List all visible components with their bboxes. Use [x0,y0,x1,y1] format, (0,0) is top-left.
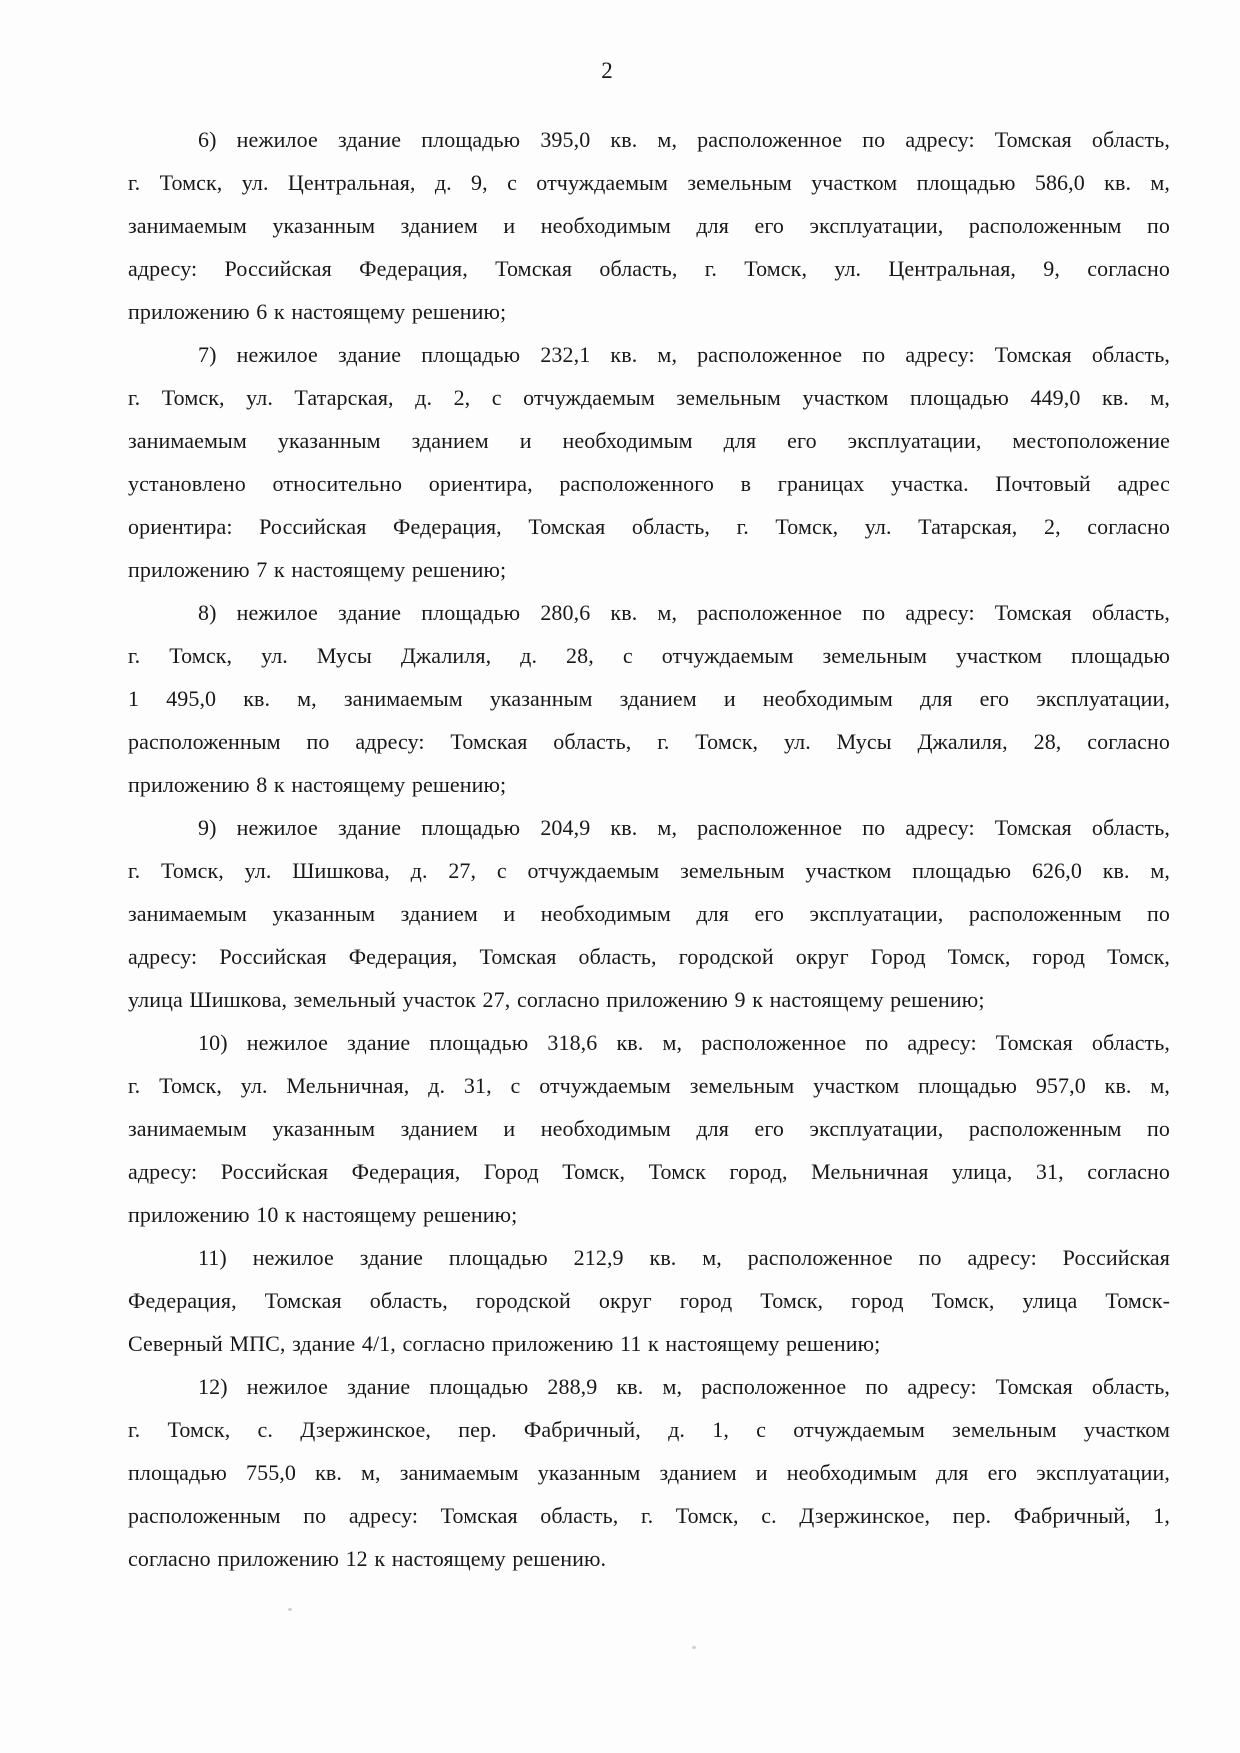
text-line: адресу: Российская Федерация, Томская область, городской округ Город Томск, город Томск, [128,944,1170,969]
scan-speck [692,1646,696,1649]
text-line: г. Томск, с. Дзержинское, пер. Фабричный, д. 1, с отчуждаемым земельным участком [128,1417,1170,1442]
text-line: г. Томск, ул. Мусы Джалиля, д. 28, с отчуждаемым земельным участком площадью [128,643,1170,668]
paragraph-item-11 [128,1236,1170,1365]
paragraph-item-12 [128,1365,1170,1580]
text-line: адресу: Российская Федерация, Город Томск, Томск город, Мельничная улица, 31, согласно [128,1159,1170,1184]
paragraph-item-10 [128,1021,1170,1236]
text-line: г. Томск, ул. Татарская, д. 2, с отчуждаемым земельным участком площадью 449,0 кв. м, [128,385,1170,410]
text-line: приложению 6 к настоящему решению; [128,299,507,324]
text-line: занимаемым указанным зданием и необходимым для его эксплуатации, расположенным по [128,1116,1170,1141]
text-line: площадью 755,0 кв. м, занимаемым указанным зданием и необходимым для его эксплуатации, [128,1460,1170,1485]
text-line: адресу: Российская Федерация, Томская область, г. Томск, ул. Центральная, 9, согласно [128,256,1170,281]
text-line: Федерация, Томская область, городской округ город Томск, город Томск, улица Томск- [128,1288,1170,1313]
text-line: г. Томск, ул. Центральная, д. 9, с отчуждаемым земельным участком площадью 586,0 кв. м, [128,170,1170,195]
scan-speck [288,1608,292,1611]
text-line: занимаемым указанным зданием и необходимым для его эксплуатации, расположенным по [128,213,1170,238]
text-line: ориентира: Российская Федерация, Томская область, г. Томск, ул. Татарская, 2, согласно [128,514,1170,539]
text-line: расположенным по адресу: Томская область, г. Томск, ул. Мусы Джалиля, 28, согласно [128,729,1170,754]
text-line: приложению 7 к настоящему решению; [128,557,507,582]
text-line: приложению 10 к настоящему решению; [128,1202,518,1227]
text-line: согласно приложению 12 к настоящему решению. [128,1546,607,1571]
paragraph-item-6 [128,118,1170,333]
text-line: 9) нежилое здание площадью 204,9 кв. м, расположенное по адресу: Томская область, [198,815,1170,840]
text-line: 8) нежилое здание площадью 280,6 кв. м, расположенное по адресу: Томская область, [198,600,1170,625]
text-line: 6) нежилое здание площадью 395,0 кв. м, расположенное по адресу: Томская область, [198,127,1170,152]
text-line: расположенным по адресу: Томская область, г. Томск, с. Дзержинское, пер. Фабричный, 1, [128,1503,1170,1528]
text-line: занимаемым указанным зданием и необходимым для его эксплуатации, местоположение [128,428,1170,453]
text-line: 11) нежилое здание площадью 212,9 кв. м, расположенное по адресу: Российская [198,1245,1170,1270]
text-line: 7) нежилое здание площадью 232,1 кв. м, расположенное по адресу: Томская область, [198,342,1170,367]
document-body [128,118,1170,1580]
text-line: улица Шишкова, земельный участок 27, согласно приложению 9 к настоящему решению; [128,987,985,1012]
text-line: г. Томск, ул. Мельничная, д. 31, с отчуждаемым земельным участком площадью 957,0 кв. м, [128,1073,1170,1098]
paragraph-item-9 [128,806,1170,1021]
text-line: установлено относительно ориентира, расположенного в границах участка. Почтовый адрес [128,471,1170,496]
text-line: 1 495,0 кв. м, занимаемым указанным зданием и необходимым для его эксплуатации, [128,686,1170,711]
text-line: приложению 8 к настоящему решению; [128,772,507,797]
text-line: 12) нежилое здание площадью 288,9 кв. м, расположенное по адресу: Томская область, [198,1374,1170,1399]
text-line: 10) нежилое здание площадью 318,6 кв. м, расположенное по адресу: Томская область, [198,1030,1170,1055]
text-line: занимаемым указанным зданием и необходимым для его эксплуатации, расположенным по [128,901,1170,926]
text-line: г. Томск, ул. Шишкова, д. 27, с отчуждаемым земельным участком площадью 626,0 кв. м, [128,858,1170,883]
text-line: Северный МПС, здание 4/1, согласно приложению 11 к настоящему решению; [128,1331,881,1356]
paragraph-item-8 [128,591,1170,806]
page-number: 2 [601,58,613,83]
paragraph-item-7 [128,333,1170,591]
